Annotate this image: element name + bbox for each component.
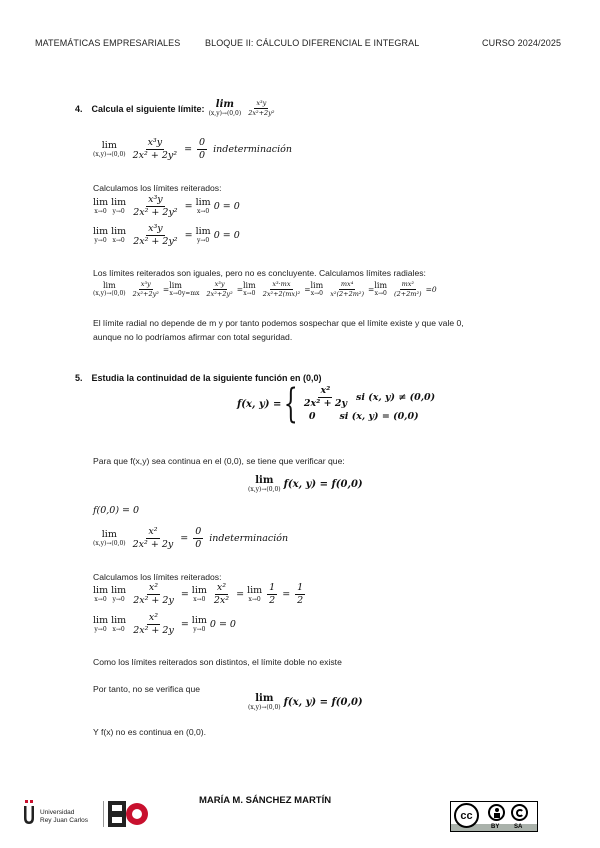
author-name: MARÍA M. SÁNCHEZ MARTÍN bbox=[199, 795, 332, 806]
ex4-reiterated-limit-1: lim x→0 lim y→0 $\frac{\text{x³y}}{\text{2x² + 2y²}}$ = lim x→0 0 = 0 bbox=[93, 194, 240, 218]
share-alike-icon bbox=[511, 804, 528, 821]
university-name-line-1: Universidad bbox=[40, 809, 75, 816]
urjc-logo bbox=[22, 800, 102, 828]
ex5-therefore: Por tanto, no se verifica que bbox=[93, 684, 201, 694]
ex5-direct-substitution: lim (x,y)→(0,0) $\frac{\text{x²}}{\text{2x² + 2y}}$ = $\frac{0}{0}$ indeterminación bbox=[93, 526, 289, 550]
ex4-conclusion-line-1: El límite radial no depende de m y por tanto podemos sospechar que el límite existe y que vale 0, bbox=[93, 318, 464, 328]
header-subject: MATEMÁTICAS EMPRESARIALES bbox=[35, 38, 181, 48]
header-course: CURSO 2024/2025 bbox=[482, 38, 562, 48]
ex5-continuity-condition: Para que f(x,y) sea continua en el (0,0), se tiene que verificar que: bbox=[93, 456, 345, 466]
ex5-reiterated-limit-1: lim x→0 lim y→0 $\frac{\text{x²}}{\text{2x² + 2y}}$ = lim x→0 $\frac{\text{x²}}{\text{2x²}}$ = lim x→0 $\frac{1}{2}$ = $\frac{1}{2}$ bbox=[93, 582, 304, 606]
creative-commons-badge[interactable] bbox=[450, 801, 538, 832]
ex5-f-at-origin: f(0,0) = 0 bbox=[93, 505, 140, 516]
ex4-radial-intro: Los límites reiterados son iguales, pero no es concluyente. Calculamos límites radiales: bbox=[93, 268, 426, 278]
exercise-4-statement bbox=[75, 100, 278, 117]
exercise-prompt: Calcula el siguiente límite: bbox=[91, 103, 205, 114]
exercise-number: 5. bbox=[75, 373, 83, 383]
university-name-line-2: Rey Juan Carlos bbox=[40, 816, 89, 824]
anniversary-logo-icon bbox=[108, 801, 150, 827]
ex4-radial-limit-chain: lim (x,y)→(0,0) $\frac{\text{x³y}}{\text{2x²+2y²}}$ = lim x→0 y=mx $\frac{\text{x³y}}{\text{2x²+2y²}}$ = lim x→0 $\frac{\text{x³·mx}}{\text{2x²+2(mx)²}}$ = lim x→0 $\frac{\text{mx⁴}}{\text{x²(2+2m²)}}$ = lim x→0 $\frac{\text{mx²}}{\text{(2+2m²)}}$ =0 bbox=[93, 280, 437, 298]
sa-label: SA bbox=[514, 824, 523, 830]
ex5-piecewise-function: f(x, y) = { $\frac{\text{x²}}{\text{2x² + 2y}}$ si (x, y) ≠ (0,0) 0 si (x, y) = (0,0) bbox=[237, 381, 436, 427]
ex5-reiterated-limit-2: lim y→0 lim x→0 $\frac{\text{x²}}{\text{2x² + 2y}}$ = lim y→0 0 = 0 bbox=[93, 612, 236, 636]
logo-divider bbox=[103, 801, 104, 827]
ex5-final-conclusion: Y f(x) no es continua en (0,0). bbox=[93, 727, 207, 737]
by-label: BY bbox=[491, 824, 500, 830]
ex4-reiterated-limit-2: lim y→0 lim x→0 $\frac{\text{x³y}}{\text{2x² + 2y²}}$ = lim y→0 0 = 0 bbox=[93, 223, 240, 247]
ex5-reiterated-title: Calculamos los límites reiterados: bbox=[93, 572, 222, 582]
ex5-continuity-equation-repeat: lim (x,y)→(0,0) f(x, y) = f(0,0) bbox=[248, 693, 363, 711]
cc-icon: cc bbox=[454, 803, 479, 828]
attribution-person-icon bbox=[488, 804, 505, 821]
exercise-number: 4. bbox=[75, 103, 83, 114]
ex4-conclusion-line-2: aunque no lo podríamos afirmar con total seguridad. bbox=[93, 332, 293, 342]
ex4-direct-substitution: lim (x,y)→(0,0) $\frac{\text{x³y}}{\text{2x² + 2y²}}$ = $\frac{0}{0}$ indeterminación bbox=[93, 137, 292, 161]
header-block: BLOQUE II: CÁLCULO DIFERENCIAL E INTEGRAL bbox=[205, 38, 420, 48]
limit-operator: lim (x,y)→(0,0) bbox=[208, 99, 242, 117]
ex5-distinct-limits: Como los límites reiterados son distintos, el límite doble no existe bbox=[93, 657, 342, 667]
left-brace: { bbox=[284, 381, 299, 427]
ex4-reiterated-title: Calculamos los límites reiterados: bbox=[93, 183, 222, 193]
ex5-continuity-equation: lim (x,y)→(0,0) f(x, y) = f(0,0) bbox=[248, 475, 363, 493]
urjc-u-icon bbox=[22, 800, 36, 826]
limit-fraction: $\frac{\text{x³y}}{\text{2x²+2y²}}$ bbox=[248, 99, 275, 117]
exercise-prompt: Estudia la continuidad de la siguiente función en (0,0) bbox=[91, 373, 322, 383]
